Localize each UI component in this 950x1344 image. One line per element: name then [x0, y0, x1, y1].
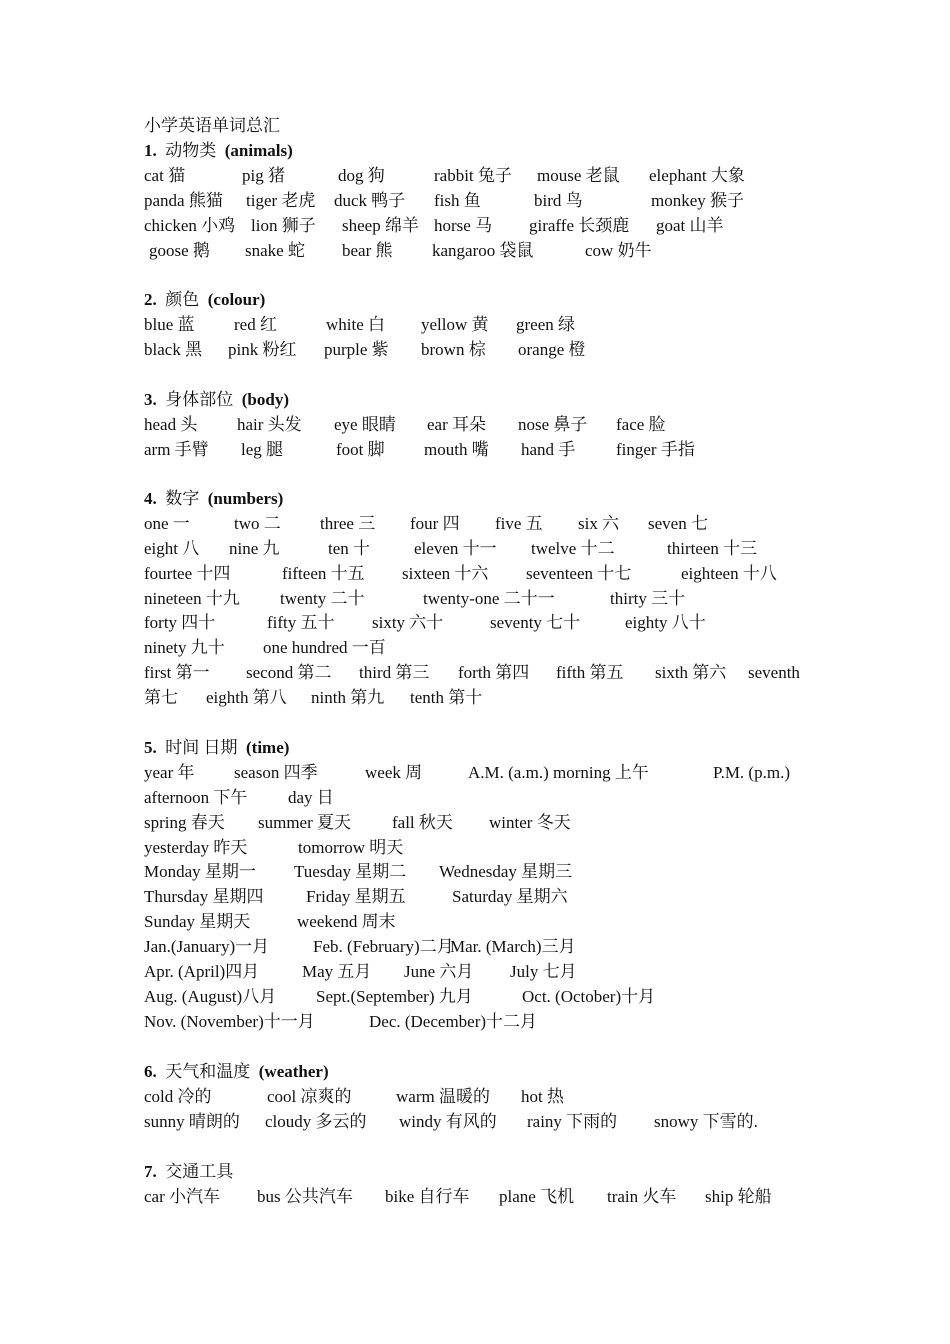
vocab-entry: sunny 晴朗的 — [144, 1111, 240, 1131]
vocab-entry: 第七 — [144, 688, 178, 708]
vocab-entry: week 周 — [365, 762, 423, 782]
vocab-row — [144, 214, 824, 239]
vocab-entry: ear 耳朵 — [427, 414, 487, 434]
vocab-entry: Monday 星期一 — [144, 862, 256, 882]
vocab-entry: twelve 十二 — [531, 538, 615, 558]
section-title-cn: 交通工具 — [165, 1162, 234, 1181]
section-heading — [144, 388, 824, 413]
section-title-en: (numbers) — [207, 489, 284, 508]
vocab-entry: fifth 第五 — [556, 663, 624, 683]
vocab-entry: forty 四十 — [144, 613, 216, 633]
section-title-en: (animals) — [224, 141, 293, 160]
vocab-entry: goat 山羊 — [656, 215, 724, 235]
vocab-entry: mouse 老鼠 — [537, 165, 620, 185]
vocab-entry: hot 热 — [521, 1086, 564, 1106]
vocab-row — [144, 1085, 824, 1110]
vocab-entry: plane 飞机 — [499, 1186, 575, 1206]
vocab-row — [144, 587, 824, 612]
vocab-row — [144, 239, 824, 264]
vocab-entry: Apr. (April)四月 — [144, 962, 260, 982]
vocab-entry: fall 秋天 — [392, 812, 453, 832]
section-heading — [144, 139, 824, 164]
vocab-entry: red 红 — [234, 314, 277, 334]
vocab-entry: June 六月 — [404, 962, 474, 982]
vocab-entry: Sunday 星期天 — [144, 912, 251, 932]
vocab-entry: spring 春天 — [144, 812, 225, 832]
vocab-entry: nineteen 十九 — [144, 588, 240, 608]
vocab-row — [144, 935, 824, 960]
vocab-entry: seventy 七十 — [490, 613, 581, 633]
vocab-entry: Feb. (February)二月 — [313, 937, 454, 957]
vocab-entry: twenty-one 二十一 — [423, 588, 555, 608]
vocab-entry: two 二 — [234, 513, 281, 533]
vocab-entry: rainy 下雨的 — [527, 1111, 618, 1131]
vocab-entry: Saturday 星期六 — [452, 887, 568, 907]
vocab-entry: Jan.(January)一月 — [144, 937, 270, 957]
section-number: 4. — [144, 489, 157, 508]
section-2 — [144, 288, 824, 363]
vocab-entry: windy 有风的 — [399, 1111, 497, 1131]
vocab-row — [144, 313, 824, 338]
vocab-row — [144, 910, 824, 935]
vocab-entry: Wednesday 星期三 — [439, 862, 573, 882]
vocab-entry: horse 马 — [434, 215, 493, 235]
vocab-row — [144, 885, 824, 910]
vocab-entry: six 六 — [578, 513, 620, 533]
vocab-entry: sheep 绵羊 — [342, 215, 419, 235]
vocab-entry: ten 十 — [328, 538, 371, 558]
section-1 — [144, 139, 824, 263]
section-heading — [144, 736, 824, 761]
vocab-entry: A.M. (a.m.) morning 上午 — [468, 762, 649, 782]
vocab-row — [144, 761, 824, 786]
vocab-entry: blue 蓝 — [144, 314, 195, 334]
section-number: 1. — [144, 141, 157, 160]
vocab-entry: brown 棕 — [421, 339, 486, 359]
vocab-entry: Mar. (March)三月 — [450, 937, 576, 957]
vocab-entry: eleven 十一 — [414, 538, 497, 558]
vocab-entry: goose 鹅 — [149, 240, 210, 260]
section-title-en: (body) — [241, 390, 289, 409]
vocab-entry: train 火车 — [607, 1186, 677, 1206]
vocab-entry: car 小汽车 — [144, 1186, 221, 1206]
vocab-entry: pig 猪 — [242, 165, 285, 185]
vocab-row — [144, 611, 824, 636]
vocab-entry: P.M. (p.m.) — [713, 762, 790, 782]
section-number: 2. — [144, 290, 157, 309]
vocab-row — [144, 686, 824, 711]
vocab-entry: rabbit 兔子 — [434, 165, 512, 185]
vocab-entry: nose 鼻子 — [518, 414, 588, 434]
section-7 — [144, 1160, 824, 1210]
section-title-en: (weather) — [258, 1062, 329, 1081]
vocab-entry: head 头 — [144, 414, 198, 434]
vocab-entry: tiger 老虎 — [246, 190, 316, 210]
vocab-entry: pink 粉红 — [228, 339, 297, 359]
vocab-entry: bird 鸟 — [534, 190, 583, 210]
vocab-entry: cold 冷的 — [144, 1086, 212, 1106]
vocab-entry: chicken 小鸡 — [144, 215, 236, 235]
vocab-entry: Thursday 星期四 — [144, 887, 264, 907]
vocab-entry: foot 脚 — [336, 439, 385, 459]
vocab-entry: cat 猫 — [144, 165, 186, 185]
vocab-entry: monkey 猴子 — [651, 190, 745, 210]
vocab-entry: ninety 九十 — [144, 638, 225, 658]
vocab-entry: seven 七 — [648, 513, 708, 533]
section-heading — [144, 1060, 824, 1085]
section-number: 3. — [144, 390, 157, 409]
vocab-entry: second 第二 — [246, 663, 332, 683]
vocab-row — [144, 537, 824, 562]
vocab-entry: weekend 周末 — [297, 912, 396, 932]
vocab-row — [144, 1010, 824, 1035]
vocab-row — [144, 786, 824, 811]
vocab-entry: thirty 三十 — [610, 588, 686, 608]
section-heading — [144, 1160, 824, 1185]
vocab-entry: elephant 大象 — [649, 165, 745, 185]
vocab-row — [144, 338, 824, 363]
vocab-row — [144, 811, 824, 836]
vocab-entry: bike 自行车 — [385, 1186, 470, 1206]
vocab-entry: sixty 六十 — [372, 613, 444, 633]
vocab-entry: Nov. (November)十一月 — [144, 1011, 315, 1031]
vocab-entry: one 一 — [144, 513, 190, 533]
vocab-entry: snowy 下雪的. — [654, 1111, 758, 1131]
vocab-entry: sixth 第六 — [655, 663, 727, 683]
vocab-row — [144, 512, 824, 537]
vocab-entry: panda 熊猫 — [144, 190, 223, 210]
vocab-entry: orange 橙 — [518, 339, 586, 359]
vocab-entry: four 四 — [410, 513, 460, 533]
vocab-entry: bear 熊 — [342, 240, 393, 260]
vocab-row — [144, 164, 824, 189]
vocab-row — [144, 960, 824, 985]
vocab-entry: cow 奶牛 — [585, 240, 652, 260]
section-title-en: (time) — [246, 738, 290, 757]
vocab-row — [144, 985, 824, 1010]
vocab-entry: summer 夏天 — [258, 812, 352, 832]
vocab-entry: green 绿 — [516, 314, 576, 334]
vocab-entry: Aug. (August)八月 — [144, 986, 277, 1006]
section-title-cn: 数字 — [165, 489, 200, 508]
vocab-entry: fifty 五十 — [267, 613, 335, 633]
vocab-entry: arm 手臂 — [144, 439, 209, 459]
section-title-cn: 天气和温度 — [165, 1062, 251, 1081]
vocab-entry: sixteen 十六 — [402, 563, 489, 583]
vocab-entry: nine 九 — [229, 538, 280, 558]
section-title-cn: 身体部位 — [165, 390, 234, 409]
vocab-entry: one hundred 一百 — [263, 638, 386, 658]
vocab-entry: Dec. (December)十二月 — [369, 1011, 538, 1031]
vocab-entry: season 四季 — [234, 762, 318, 782]
vocab-entry: cloudy 多云的 — [265, 1111, 367, 1131]
vocab-entry: cool 凉爽的 — [267, 1086, 352, 1106]
vocab-entry: eye 眼睛 — [334, 414, 396, 434]
vocab-entry: year 年 — [144, 762, 195, 782]
vocab-entry: black 黑 — [144, 339, 203, 359]
vocab-entry: Oct. (October)十月 — [522, 986, 656, 1006]
vocab-row — [144, 636, 824, 661]
vocab-entry: May 五月 — [302, 962, 372, 982]
vocab-entry: July 七月 — [510, 962, 577, 982]
vocab-entry: first 第一 — [144, 663, 210, 683]
section-title-cn: 时间 日期 — [165, 738, 238, 757]
vocab-entry: fourtee 十四 — [144, 563, 231, 583]
vocab-entry: eighth 第八 — [206, 688, 287, 708]
vocab-entry: fifteen 十五 — [282, 563, 365, 583]
section-6 — [144, 1060, 824, 1135]
vocab-entry: thirteen 十三 — [667, 538, 758, 558]
vocab-entry: Tuesday 星期二 — [294, 862, 407, 882]
vocab-entry: five 五 — [495, 513, 543, 533]
section-heading — [144, 288, 824, 313]
section-number: 5. — [144, 738, 157, 757]
vocab-entry: seventeen 十七 — [526, 563, 632, 583]
vocab-entry: ship 轮船 — [705, 1186, 772, 1206]
vocab-row — [144, 1185, 824, 1210]
vocab-entry: hand 手 — [521, 439, 576, 459]
vocab-row — [144, 562, 824, 587]
vocab-entry: leg 腿 — [241, 439, 284, 459]
vocab-row — [144, 1110, 824, 1135]
section-4 — [144, 487, 824, 711]
vocab-row — [144, 438, 824, 463]
vocab-entry: yesterday 昨天 — [144, 837, 248, 857]
vocab-entry: afternoon 下午 — [144, 787, 248, 807]
vocab-entry: seventh — [748, 663, 800, 683]
vocab-entry: tenth 第十 — [410, 688, 483, 708]
vocab-entry: white 白 — [326, 314, 386, 334]
vocab-entry: warm 温暖的 — [396, 1086, 490, 1106]
section-3 — [144, 388, 824, 463]
section-title-cn: 动物类 — [165, 141, 217, 160]
vocab-entry: duck 鸭子 — [334, 190, 406, 210]
section-number: 6. — [144, 1062, 157, 1081]
vocab-row — [144, 413, 824, 438]
vocab-entry: tomorrow 明天 — [298, 837, 404, 857]
document-title: 小学英语单词总汇 — [144, 116, 280, 135]
vocab-row — [144, 836, 824, 861]
vocab-entry: hair 头发 — [237, 414, 302, 434]
section-title-cn: 颜色 — [165, 290, 200, 309]
vocab-entry: face 脸 — [616, 414, 666, 434]
vocab-entry: mouth 嘴 — [424, 439, 489, 459]
section-title-en: (colour) — [207, 290, 266, 309]
vocab-entry: finger 手指 — [616, 439, 695, 459]
vocab-entry: Sept.(September) 九月 — [316, 986, 473, 1006]
vocab-entry: dog 狗 — [338, 165, 385, 185]
vocab-row — [144, 661, 824, 686]
vocab-entry: bus 公共汽车 — [257, 1186, 353, 1206]
vocab-entry: eighteen 十八 — [681, 563, 777, 583]
vocab-entry: forth 第四 — [458, 663, 530, 683]
vocab-entry: kangaroo 袋鼠 — [432, 240, 534, 260]
vocab-entry: eighty 八十 — [625, 613, 706, 633]
vocab-entry: Friday 星期五 — [306, 887, 406, 907]
vocab-entry: purple 紫 — [324, 339, 389, 359]
vocab-entry: lion 狮子 — [251, 215, 316, 235]
vocab-entry: winter 冬天 — [489, 812, 571, 832]
vocab-row — [144, 189, 824, 214]
vocab-entry: ninth 第九 — [311, 688, 385, 708]
vocab-entry: yellow 黄 — [421, 314, 489, 334]
section-5 — [144, 736, 824, 1035]
vocab-row — [144, 860, 824, 885]
vocab-entry: day 日 — [288, 787, 334, 807]
vocab-entry: third 第三 — [359, 663, 430, 683]
vocab-entry: fish 鱼 — [434, 190, 481, 210]
section-heading — [144, 487, 824, 512]
vocab-entry: three 三 — [320, 513, 376, 533]
vocab-entry: twenty 二十 — [280, 588, 365, 608]
vocab-entry: giraffe 长颈鹿 — [529, 215, 630, 235]
vocab-entry: snake 蛇 — [245, 240, 305, 260]
section-number: 7. — [144, 1162, 157, 1181]
vocab-entry: eight 八 — [144, 538, 200, 558]
